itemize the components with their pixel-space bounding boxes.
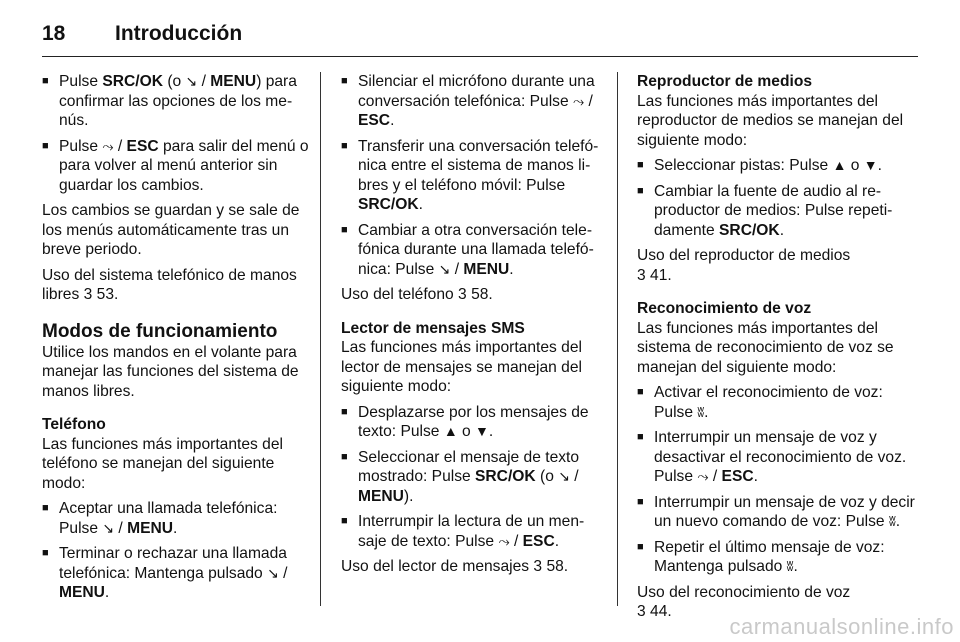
watermark: carmanualsonline.info — [729, 614, 954, 639]
paragraph: Uso del lector de mensajes 3 58. — [341, 558, 569, 575]
bullet-icon: ■ — [42, 502, 49, 514]
bullet-icon: ■ — [637, 495, 644, 508]
page-ref-link[interactable]: 58. — [471, 286, 493, 303]
list-item: ■ Interrumpir un mensaje de voz y desactivar el reconocimiento de voz. Pulse ⤳ / ESC. — [637, 429, 907, 485]
list-item: ■ Transferir una conversación telefó‐nica entre el sistema de manos li‐bres y el teléfono móvil: Pulse SRC/OK. — [341, 137, 599, 213]
voice-icon: ʬ — [786, 558, 794, 574]
paragraph: Las funciones más importantes del teléfono se manejan del siguiente modo: — [42, 435, 283, 492]
list-item: ■ Terminar o rechazar una llamada telefónica: Mantenga pulsado ↘ / MENU. — [42, 545, 288, 601]
page-ref-icon: 3 — [83, 286, 93, 303]
list-item: ■ Interrumpir un mensaje de voz y decir un nuevo comando de voz: Pulse ʬ. — [637, 493, 915, 530]
bullet-icon: ■ — [341, 75, 348, 87]
voice-icon: ʬ — [888, 513, 896, 529]
bullet-icon: ■ — [42, 139, 49, 152]
list-item: ■ Interrumpir la lectura de un men‐saje de texto: Pulse ⤳ / ESC. — [341, 513, 585, 550]
phone-icon: ↘ — [267, 564, 279, 581]
page-ref-icon: 3 — [458, 286, 467, 303]
paragraph: Uso del sistema telefónico de manos libres 3 53. — [42, 266, 297, 303]
paragraph: Uso del teléfono 3 58. — [341, 286, 493, 303]
hangup-icon: ⤳ — [102, 137, 114, 154]
page-ref-link[interactable]: 41. — [650, 266, 672, 284]
list-item: ■ Repetir el último mensaje de voz: Mantenga pulsado ʬ. — [637, 538, 885, 575]
bullet-icon: ■ — [341, 450, 348, 463]
paragraph: Las funciones más importantes del reproductor de medios se manejan del siguiente modo: — [637, 92, 904, 149]
paragraph: Los cambios se guardan y se sale de los menús automáticamente tras un breve periodo. — [42, 202, 300, 258]
column-3 — [637, 72, 920, 628]
column-1 — [42, 72, 310, 609]
phone-icon: ↘ — [558, 468, 570, 484]
arrow-down-icon: ▼ — [475, 423, 489, 439]
paragraph: Las funciones más importantes del lector de mensajes se manejan del siguiente modo: — [341, 339, 582, 395]
subsection-heading: Lector de mensajes SMS — [341, 319, 525, 337]
phone-icon: ↘ — [185, 73, 198, 89]
page-ref-icon: 3 — [637, 266, 646, 284]
hangup-icon: ⤳ — [498, 532, 510, 549]
bullet-icon: ■ — [341, 139, 348, 152]
phone-icon: ↘ — [102, 519, 115, 536]
bullet-icon: ■ — [341, 515, 348, 527]
page-ref-link[interactable]: 44. — [650, 603, 672, 620]
page-number: 18 — [42, 22, 66, 45]
bullet-icon: ■ — [42, 75, 49, 87]
bullet-icon: ■ — [637, 386, 644, 398]
bullet-icon: ■ — [637, 159, 644, 171]
list-item: ■ Activar el reconocimiento de voz: Pulse ʬ. — [637, 384, 883, 421]
column-2 — [341, 72, 609, 583]
list-item: ■ Silenciar el micrófono durante una conversación telefónica: Pulse ⤳ / ESC. — [341, 73, 595, 129]
page-ref-icon: 3 — [637, 603, 646, 620]
bullet-icon: ■ — [341, 223, 348, 236]
page-ref-icon: 3 — [533, 558, 543, 575]
page-ref-link[interactable]: 53. — [96, 286, 119, 303]
list-item: ■ Aceptar una llamada telefónica: Pulse ↘ / MENU. — [42, 500, 278, 537]
phone-icon: ↘ — [438, 260, 451, 277]
list-item: ■ Cambiar a otra conversación tele‐fónica durante una llamada telefó‐nica: Pulse ↘ / MENU. — [341, 221, 594, 278]
bullet-icon: ■ — [637, 431, 644, 443]
column-divider — [617, 72, 618, 606]
header-rule — [42, 56, 918, 57]
bullet-icon: ■ — [637, 184, 644, 197]
list-item: ■ Cambiar la fuente de audio al re‐productor de medios: Pulse repeti‐damente SRC/OK. — [637, 182, 893, 239]
bullet-icon: ■ — [42, 547, 49, 559]
paragraph: Uso del reproductor de medios 3 41. — [637, 247, 851, 284]
bullet-icon: ■ — [341, 405, 348, 418]
arrow-up-icon: ▲ — [832, 157, 847, 173]
list-item: ■ Seleccionar el mensaje de texto mostrado: Pulse SRC/OK (o ↘ / MENU). — [341, 448, 580, 505]
subsection-heading: Teléfono — [42, 416, 106, 433]
bullet-icon: ■ — [637, 540, 644, 553]
column-divider — [320, 72, 321, 606]
hangup-icon: ⤳ — [697, 468, 709, 484]
subsection-heading: Reconocimiento de voz — [637, 300, 812, 317]
list-item: ■ Pulse SRC/OK (o ↘ / MENU) para confirmar las opciones de los me‐nús. — [42, 73, 297, 129]
paragraph: Uso del reconocimiento de voz 3 44. — [637, 583, 851, 620]
subsection-heading: Reproductor de medios — [637, 73, 813, 90]
page-title: Introducción — [115, 22, 243, 45]
paragraph: Las funciones más importantes del sistema de reconocimiento de voz se manejan del siguiente modo: — [637, 319, 894, 376]
arrow-down-icon: ▼ — [863, 157, 878, 173]
voice-icon: ʬ — [697, 403, 705, 420]
arrow-up-icon: ▲ — [443, 423, 458, 439]
page-ref-link[interactable]: 58. — [546, 558, 569, 575]
list-item: ■ Pulse ⤳ / ESC para salir del menú o para volver al menú anterior sin guardar los cambios. — [42, 137, 309, 194]
list-item: ■ Seleccionar pistas: Pulse ▲ o ▼. — [637, 157, 882, 174]
paragraph: Utilice los mandos en el volante para manejar las funciones del sistema de manos libres. — [42, 343, 299, 400]
page-header — [42, 14, 918, 54]
hangup-icon: ⤳ — [572, 92, 585, 109]
section-heading: Modos de funcionamiento — [42, 320, 278, 342]
list-item: ■ Desplazarse por los mensajes de texto: Pulse ▲ o ▼. — [341, 403, 589, 440]
